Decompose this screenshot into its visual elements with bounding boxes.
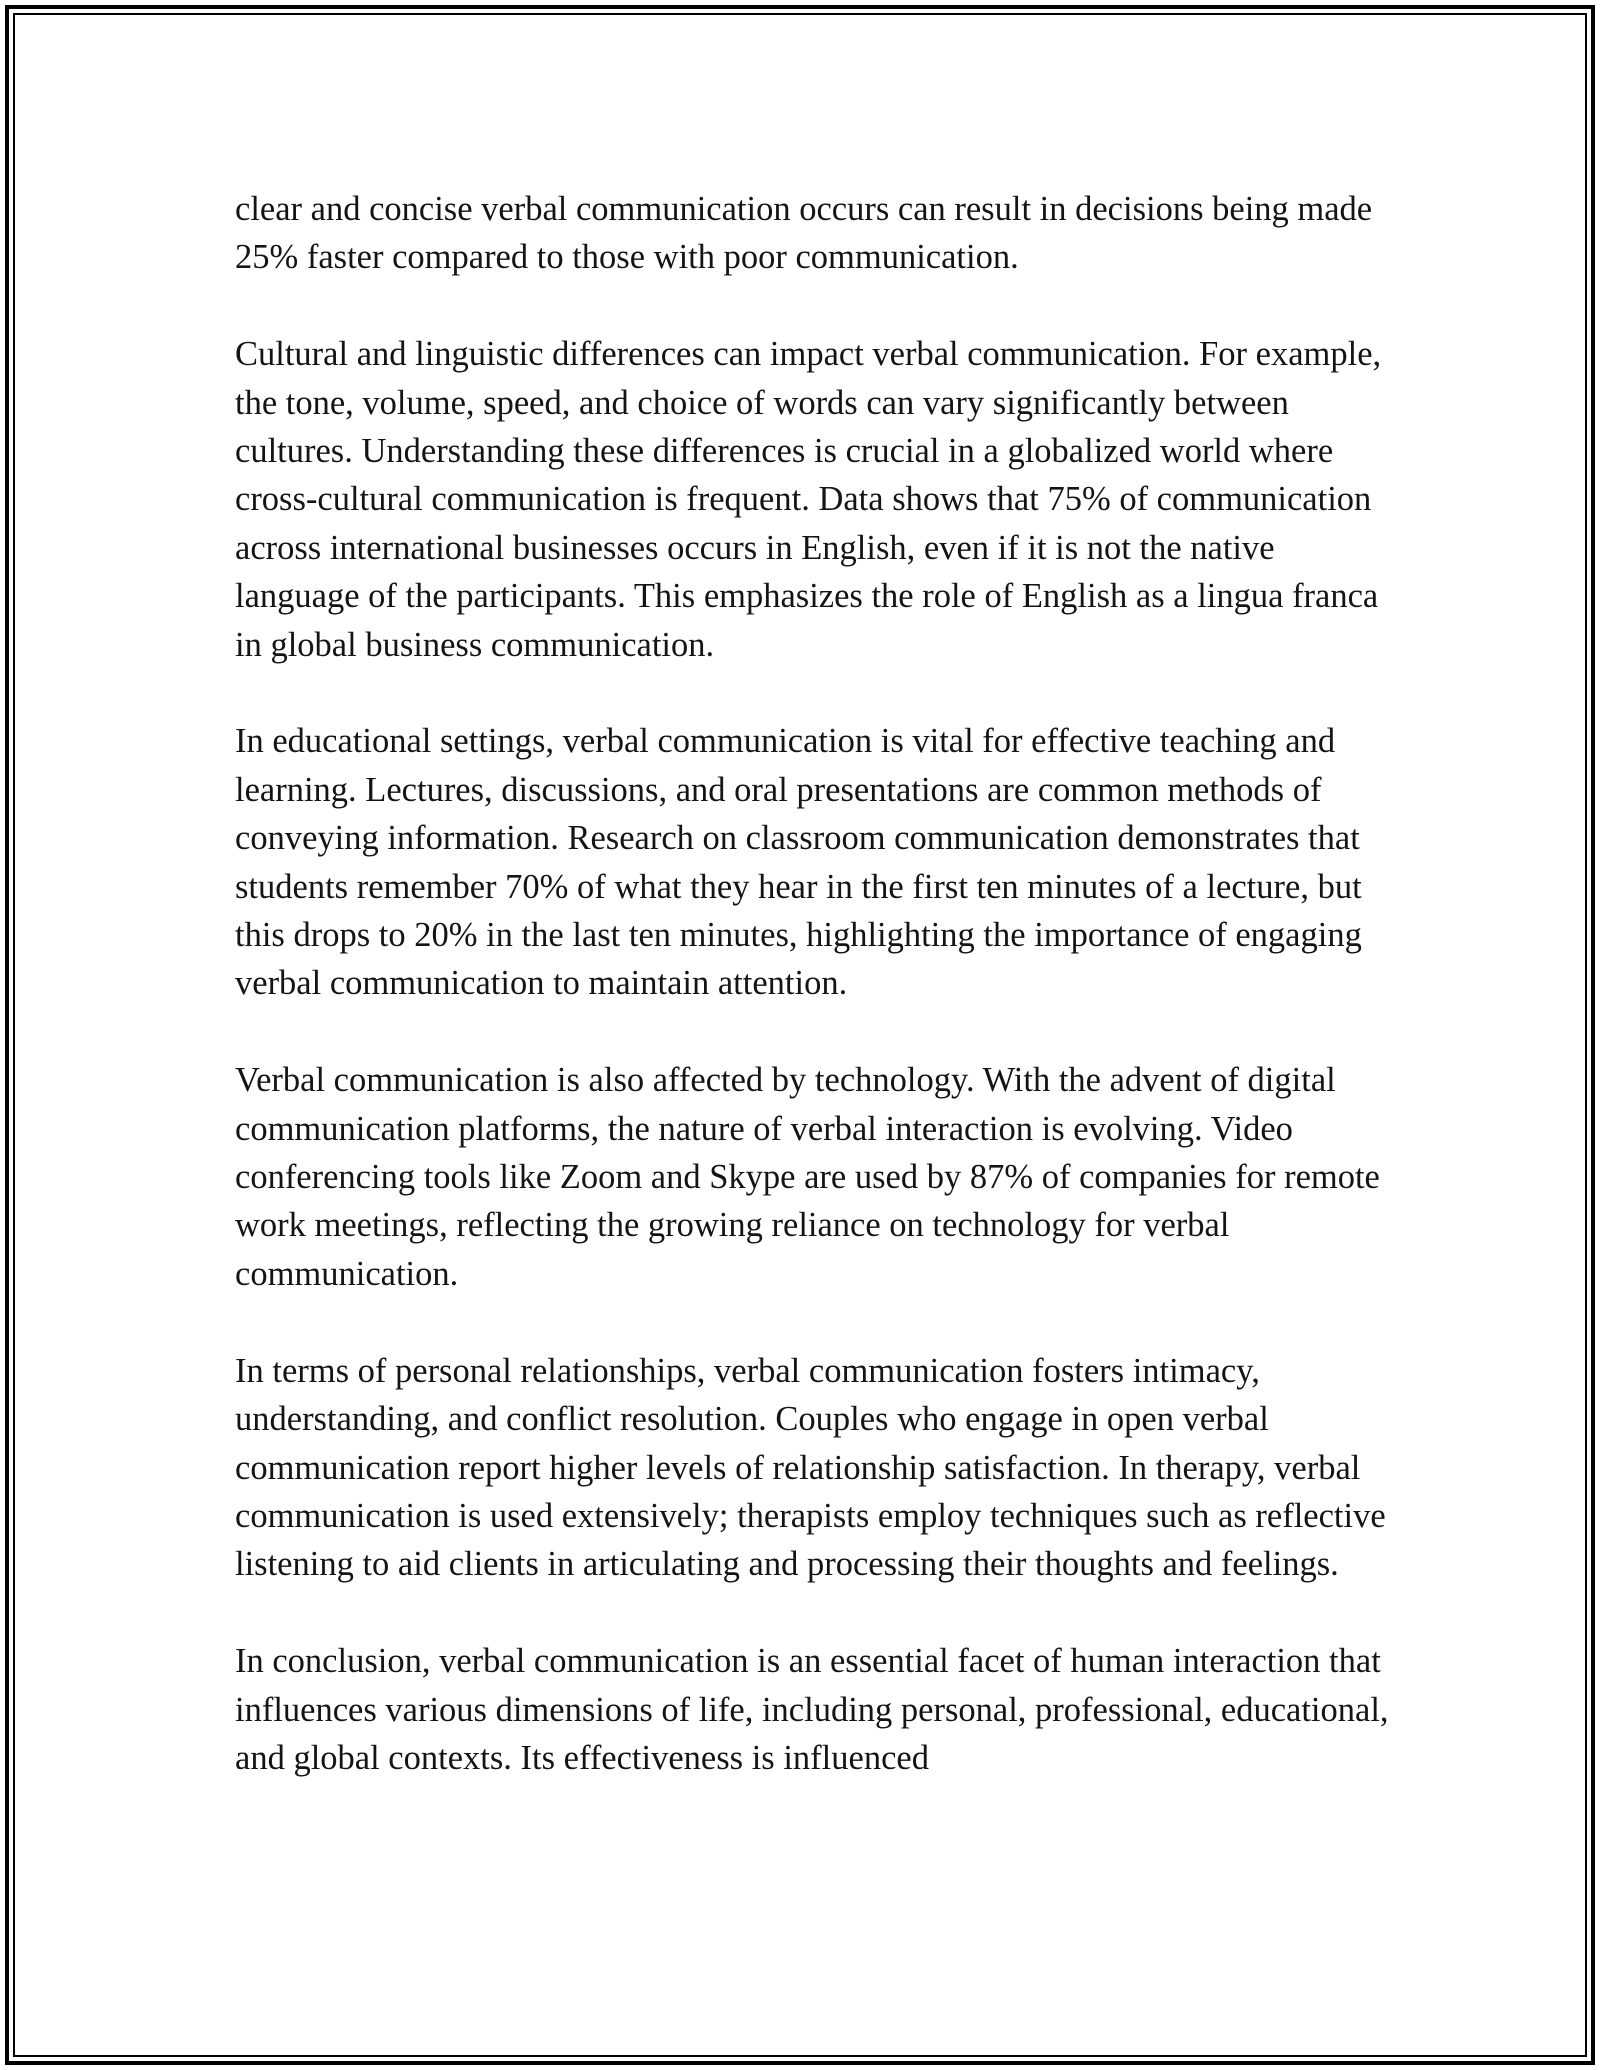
paragraph-educational-settings: In educational settings, verbal communication is vital for effective teaching and learning. Lectures, discussions, and oral presentations are common methods of conveying information. Research on classroom communication demonstrates that students remember 70% of what they hear in the first ten minutes of a lecture, but this drops to 20% in the last ten minutes, highlighting the importance of engaging verbal communication to maintain attention.	[235, 722, 1362, 1003]
document-body	[235, 185, 1395, 1782]
paragraph-personal-relationships: In terms of personal relationships, verbal communication fosters intimacy, understanding, and conflict resolution. Couples who engage in open verbal communication report higher levels of relationship satisfaction. In therapy, verbal communication is used extensively; therapists employ techniques such as reflective listening to aid clients in articulating and processing their thoughts and feelings.	[235, 1351, 1386, 1584]
paragraph-cultural-differences: Cultural and linguistic differences can impact verbal communication. For example, the tone, volume, speed, and choice of words can vary significantly between cultures. Understanding these differences is crucial in a globalized world where cross-cultural communication is frequent. Data shows that 75% of communication across international businesses occurs in English, even if it is not the native language of the participants. This emphasizes the role of English as a lingua franca in global business communication.	[235, 335, 1382, 664]
paragraph-technology: Verbal communication is also affected by technology. With the advent of digital communication platforms, the nature of verbal interaction is evolving. Video conferencing tools like Zoom and Skype are used by 87% of companies for remote work meetings, reflecting the growing reliance on technology for verbal communication.	[235, 1061, 1380, 1293]
paragraph-conclusion: In conclusion, verbal communication is an essential facet of human interaction that influences various dimensions of life, including personal, professional, educational, and global contexts. Its effectiveness is influenced	[235, 1642, 1389, 1777]
paragraph-decision-speed: clear and concise verbal communication occurs can result in decisions being made 25% faster compared to those with poor communication.	[235, 190, 1373, 277]
